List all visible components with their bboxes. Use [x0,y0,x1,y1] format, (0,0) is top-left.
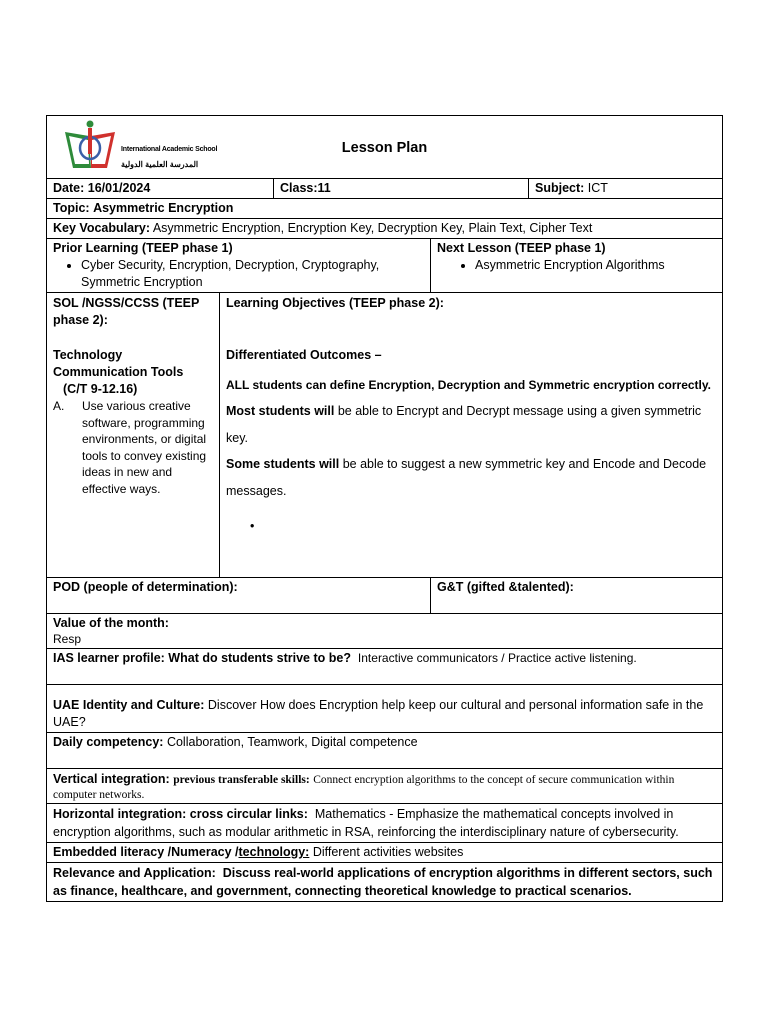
standard-title: Technology Communication Tools [53,348,184,379]
daily-competency-label: Daily competency: [53,735,164,749]
uae-identity-value: Discover How does Encryption help keep our cultural and personal information safe in the UAE? [53,698,704,729]
page-title: Lesson Plan [341,140,428,156]
vertical-integration-sublabel: previous transferable skills: [173,774,310,786]
learner-profile-value: Interactive communicators / Practice active listening. [357,651,637,665]
empty-bullet: • [250,519,255,533]
learner-profile-cell [47,649,723,685]
learner-profile-row [47,649,723,685]
embedded-technology-label: technology: [238,845,310,859]
header-cell [47,116,723,179]
topic-label: Topic: [53,201,90,215]
horizontal-integration-label: Horizontal integration: cross circular links: [53,807,308,821]
topic-value: Asymmetric Encryption [93,201,234,215]
school-name-en: International Academic School [121,146,218,153]
vertical-integration-value: Connect encryption algorithms to the concept of secure communication within computer networks. [53,774,675,801]
embedded-literacy-row [47,843,723,863]
standard-list [53,398,213,497]
next-lesson-list [437,257,716,274]
prior-learning-cell [47,239,431,293]
class-label: Class: [280,181,318,195]
relevance-cell [47,863,723,902]
learner-profile-label: IAS learner profile: What do students strive to be? [53,651,351,665]
next-lesson-label: Next Lesson (TEEP phase 1) [437,241,606,255]
value-month-cell [47,614,723,649]
vocabulary-value: Asymmetric Encryption, Encryption Key, Decryption Key, Plain Text, Cipher Text [152,221,593,235]
embedded-literacy-value: Different activities websites [312,845,464,859]
sol-label: SOL /NGSS/CCSS (TEEP phase 2): [53,296,200,327]
list-item: • Cyber Security, Encryption, Decryption, Cryptography, Symmetric Encryption [81,257,424,291]
prior-learning-label: Prior Learning (TEEP phase 1) [53,241,233,255]
next-lesson-cell [431,239,723,293]
subject-value: ICT [587,181,608,195]
subject-cell [529,179,723,199]
date-label: Date: [53,181,85,195]
horizontal-integration-value: Mathematics - Emphasize the mathematical concepts involved in encryption algorithms, such as modular arithmetic in RSA, reinforcing the interdisciplinary nature of cybersecurity. [53,807,679,839]
vertical-integration-cell [47,769,723,804]
most-students-outcome [226,398,716,451]
some-students-text: be able to suggest a new symmetric key and Encode and Decode messages. [226,457,707,498]
header-row [47,116,723,179]
list-marker: A. [53,399,65,413]
sol-objectives-row [47,293,723,578]
list-item: • Asymmetric Encryption Algorithms [475,257,716,274]
daily-competency-cell [47,733,723,769]
topic-row [47,199,723,219]
pod-cell [47,578,431,614]
all-students-outcome: ALL students can define Encryption, Decryption and Symmetric encryption correctly. [226,378,711,392]
lesson-plan-document [46,115,722,902]
topic-cell [47,199,723,219]
class-value: 11 [317,181,331,195]
list-item [53,398,213,497]
prior-learning-list [53,257,424,291]
daily-competency-row [47,733,723,769]
relevance-label: Relevance and Application: [53,866,216,880]
uae-identity-label: UAE Identity and Culture: [53,698,205,712]
value-month-row [47,614,723,649]
value-month-value: Resp [53,632,82,646]
differentiated-outcomes: Differentiated Outcomes – [226,348,382,362]
embedded-literacy-cell [47,843,723,863]
date-cell [47,179,274,199]
pod-label: POD (people of determination): [53,580,238,594]
subject-label: Subject: [535,181,585,195]
relevance-row [47,863,723,902]
objectives-cell [220,293,723,578]
embedded-literacy-label: Embedded literacy /Numeracy / [53,845,239,859]
vocabulary-row [47,219,723,239]
date-value: 16/01/2024 [87,181,151,195]
school-name-ar: المدرسة العلمية الدولية [121,160,199,169]
uae-identity-row [47,685,723,733]
objectives-label: Learning Objectives (TEEP phase 2): [226,296,444,310]
some-students-prefix: Some students will [226,457,340,471]
gt-cell [431,578,723,614]
vertical-integration-row [47,769,723,804]
daily-competency-value: Collaboration, Teamwork, Digital competence [166,735,418,749]
meta-row [47,179,723,199]
value-month-label: Value of the month: [53,616,169,630]
lesson-plan-table [46,115,723,902]
relevance-value: Discuss real-world applications of encryption algorithms in different sectors, such as finance, healthcare, and government, connecting theoretical knowledge to practical scenarios. [53,866,713,898]
gt-label: G&T (gifted &talented): [437,580,574,594]
horizontal-integration-cell [47,804,723,843]
standard-code: (C/T 9-12.16) [63,382,138,396]
uae-identity-cell [47,685,723,733]
some-students-outcome [226,451,716,504]
sol-cell [47,293,220,578]
standard-item-text: Use various creative software, programming environments, or digital tools to convey existing ideas in new and effective ways. [82,399,207,496]
prior-next-row [47,239,723,293]
horizontal-integration-row [47,804,723,843]
most-students-prefix: Most students will [226,404,335,418]
vertical-integration-label: Vertical integration: [53,772,170,786]
vocabulary-label: Key Vocabulary: [53,221,151,235]
pod-gt-row [47,578,723,614]
vocabulary-cell [47,219,723,239]
class-cell [274,179,529,199]
most-students-text: be able to Encrypt and Decrypt message using a given symmetric key. [226,404,702,445]
